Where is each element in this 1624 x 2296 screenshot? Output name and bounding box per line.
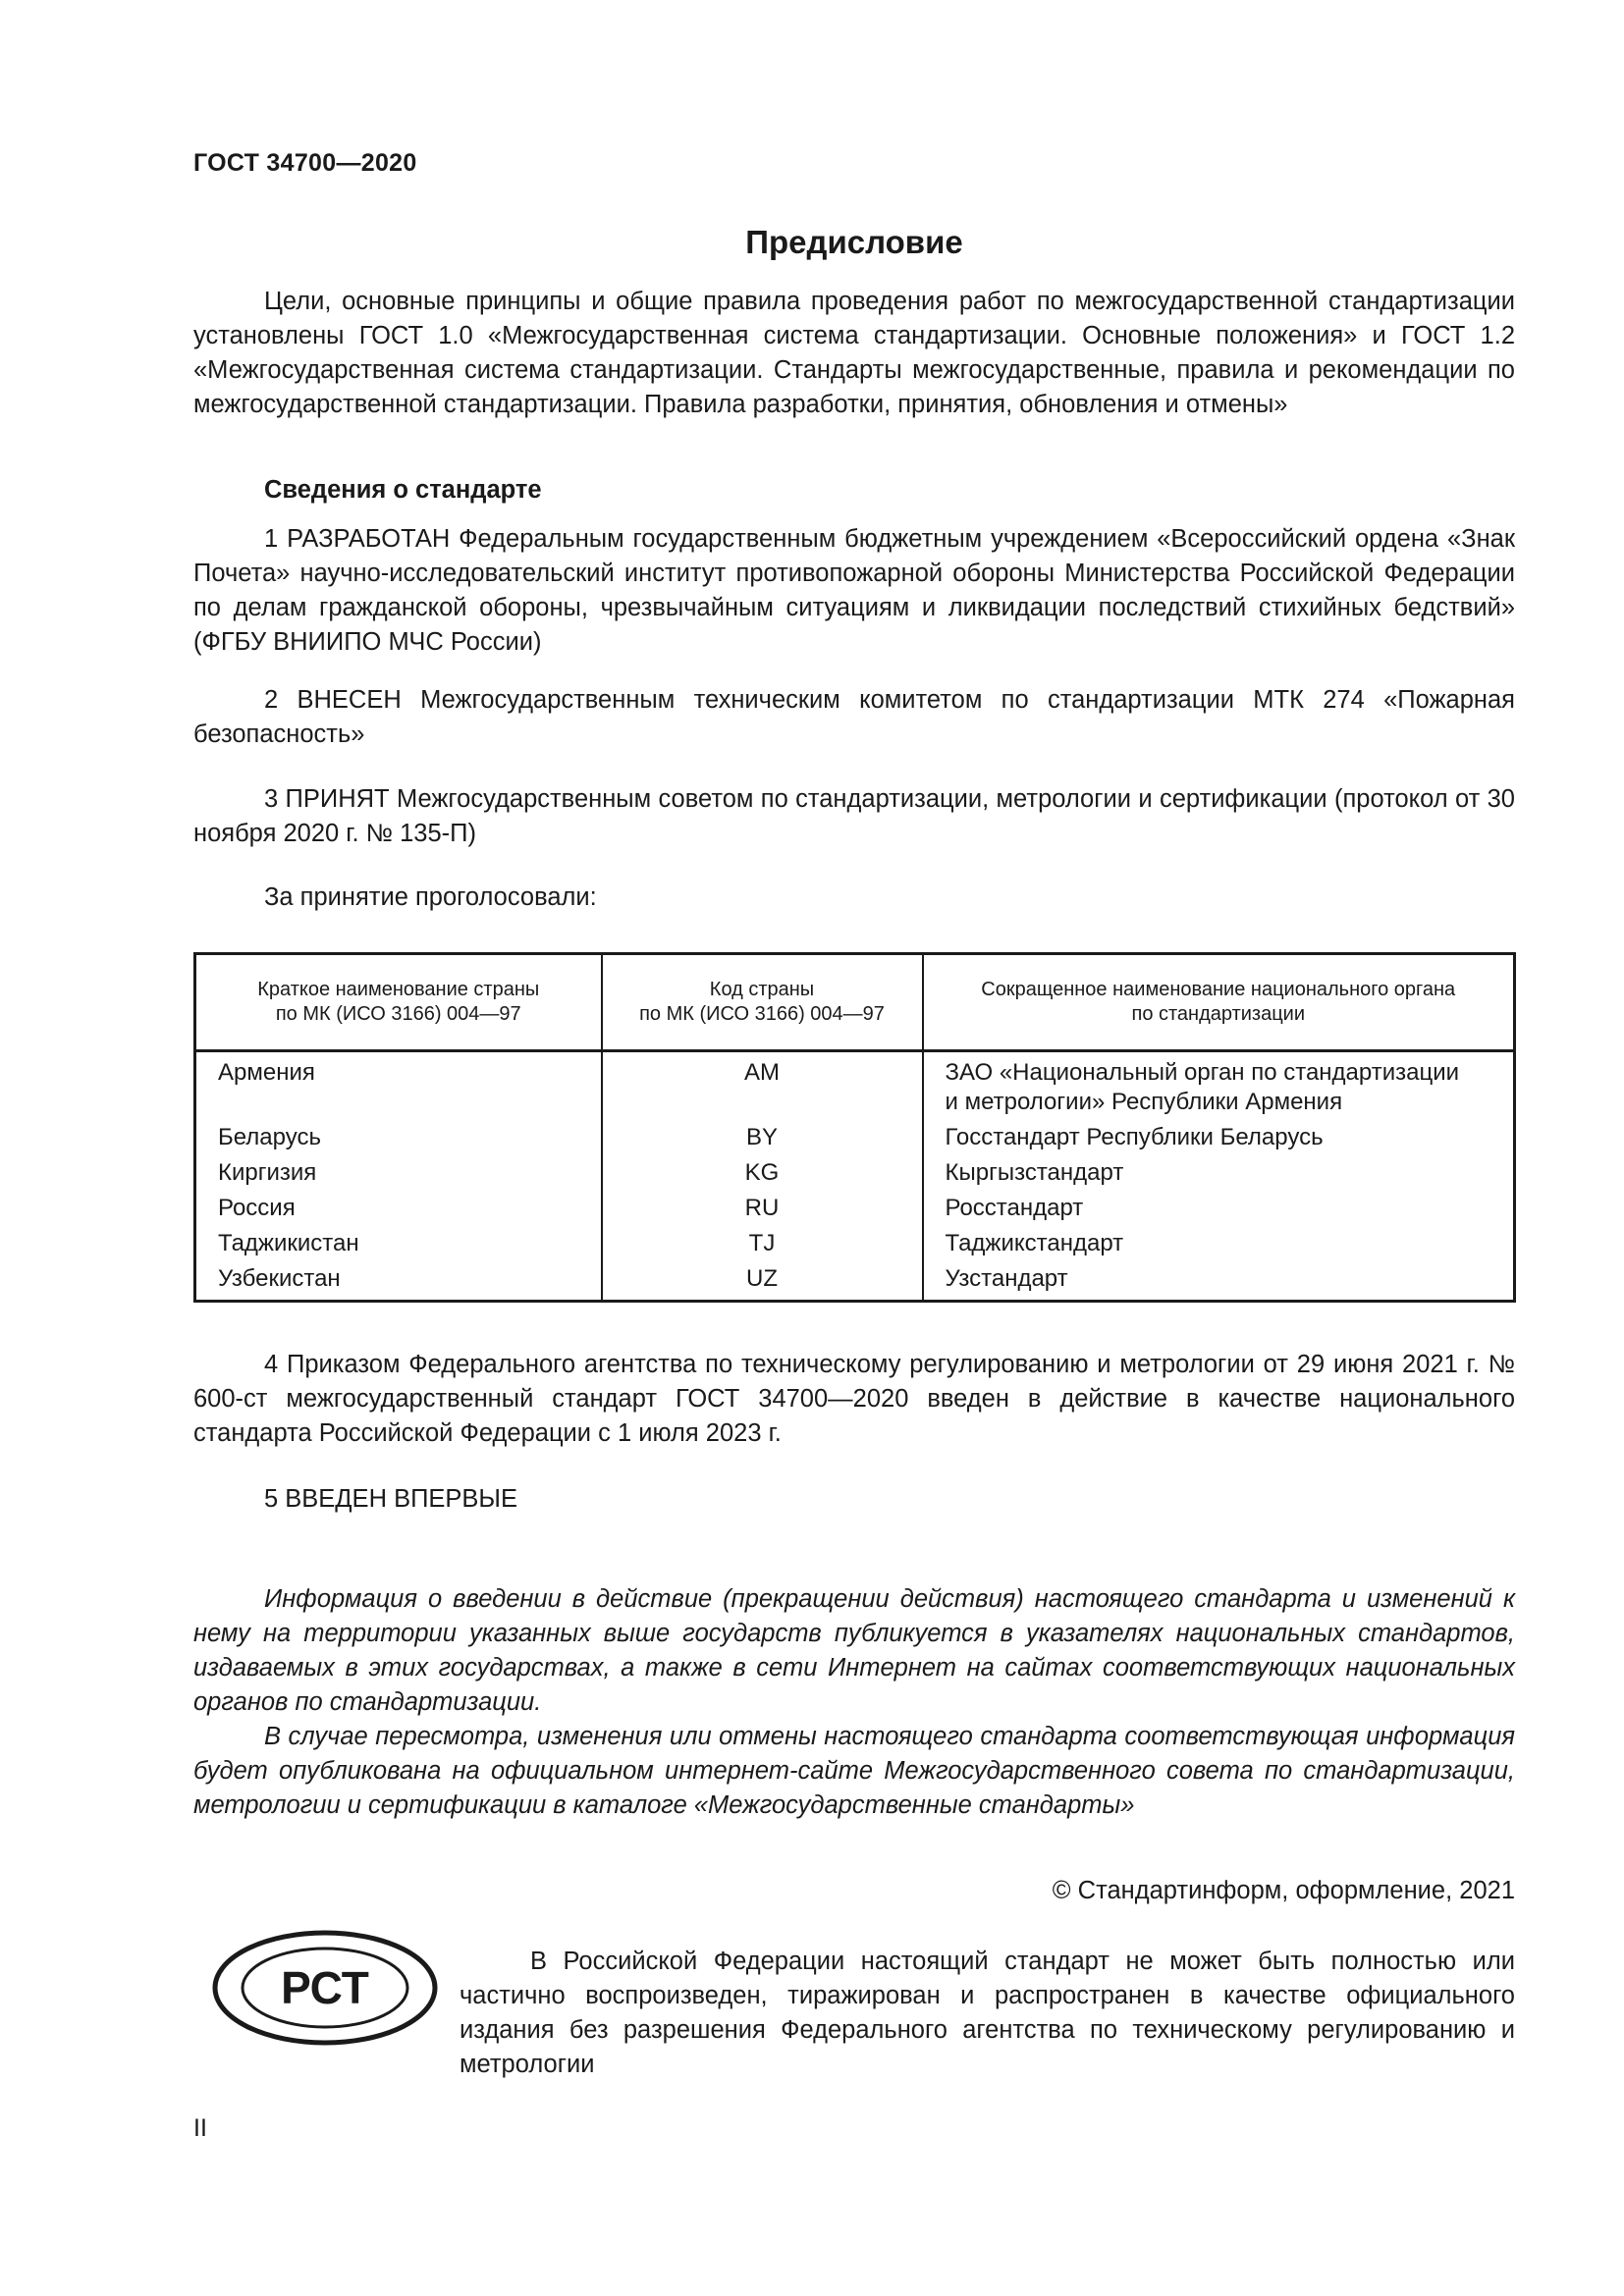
- code-cell: KG: [602, 1155, 923, 1191]
- country-cell: Беларусь: [218, 1124, 321, 1150]
- table-header-row: [195, 954, 1515, 1051]
- country-cell: Киргизия: [218, 1159, 317, 1186]
- table-row: [195, 1226, 1515, 1261]
- item-enacted: 4 Приказом Федерального агентства по техническому регулированию и метрологии от 29 июня 2021 г. № 600-ст межгосударственный стандарт ГОСТ 34700—2020 введен в действие в качестве национального стандарта Российской Федерации с 1 июля 2023 г.: [193, 1351, 1515, 1447]
- section-heading: Сведения о стандарте: [264, 476, 542, 504]
- country-cell: Армения: [218, 1059, 315, 1086]
- country-cell: Таджикистан: [218, 1230, 359, 1256]
- code-cell: TJ: [602, 1226, 923, 1261]
- page-title: Предисловие: [745, 224, 963, 260]
- table-row: [195, 1051, 1515, 1121]
- table-row: [195, 1191, 1515, 1226]
- organization-cell: Госстандарт Республики Беларусь: [923, 1120, 1515, 1155]
- item-first-introduced: 5 ВВЕДЕН ВПЕРВЫЕ: [264, 1485, 518, 1513]
- rst-certification-logo: [211, 1929, 439, 2047]
- organization-cell: Кыргызстандарт: [923, 1155, 1515, 1191]
- item-adopted: 3 ПРИНЯТ Межгосударственным советом по стандартизации, метрологии и сертификации (протокол от 30 ноября 2020 г. № 135-П): [193, 785, 1515, 847]
- item-submitted: 2 ВНЕСЕН Межгосударственным техническим комитетом по стандартизации МТК 274 «Пожарная безопасность»: [193, 686, 1515, 748]
- logo-mark: РСТ: [281, 1962, 369, 2013]
- organization-cell: Росстандарт: [923, 1191, 1515, 1226]
- code-cell: UZ: [602, 1261, 923, 1302]
- info-paragraph-1: Информация о введении в действие (прекращении действия) настоящего стандарта и изменений к нему на территории указанных выше государств публикуется в указателях национальных стандартов, издаваемых в этих государствах, а также в сети Интернет на сайтах соответствующих национальных органов по стандартизации.: [193, 1585, 1515, 1716]
- item-developed: 1 РАЗРАБОТАН Федеральным государственным бюджетным учреждением «Всероссийский ордена «Знак Почета» научно-исследовательский институт противопожарной обороны Министерства Российской Федерации по делам гражданской обороны, чрезвычайным ситуациям и ликвидации последствий стихийных бедствий» (ФГБУ ВНИИПО МЧС России): [193, 525, 1515, 656]
- code-cell: AM: [602, 1051, 923, 1121]
- page-number: II: [193, 2114, 207, 2142]
- info-paragraph-2: В случае пересмотра, изменения или отмены настоящего стандарта соответствующая информация будет опубликована на официальном интернет-сайте Межгосударственного совета по стандартизации, метрологии и сертификации в каталоге «Межгосударственные стандарты»: [193, 1723, 1515, 1819]
- document-code: ГОСТ 34700—2020: [193, 149, 417, 177]
- copyright-notice: © Стандартинформ, оформление, 2021: [1052, 1877, 1515, 1904]
- country-cell: Узбекистан: [218, 1265, 341, 1292]
- voted-label: За принятие проголосовали:: [264, 883, 597, 911]
- column-header-code: Код страны по МК (ИСО 3166) 004—97: [602, 954, 923, 1051]
- table-row: [195, 1120, 1515, 1155]
- column-header-country: Краткое наименование страны по МК (ИСО 3166) 004—97: [195, 954, 602, 1051]
- organization-cell: Таджикстандарт: [923, 1226, 1515, 1261]
- code-cell: BY: [602, 1120, 923, 1155]
- code-cell: RU: [602, 1191, 923, 1226]
- organization-cell: Узстандарт: [923, 1261, 1515, 1302]
- table-row: [195, 1261, 1515, 1302]
- country-cell: Россия: [218, 1195, 296, 1221]
- copyright-restriction: В Российской Федерации настоящий стандарт не может быть полностью или частично воспроизведен, тиражирован и распространен в качестве официального издания без разрешения Федерального агентства по техническому регулированию и метрологии: [460, 1948, 1515, 2078]
- voting-table: [193, 952, 1516, 1303]
- intro-paragraph: Цели, основные принципы и общие правила проведения работ по межгосударственной стандартизации установлены ГОСТ 1.0 «Межгосударственная система стандартизации. Основные положения» и ГОСТ 1.2 «Межгосударственная система стандартизации. Стандарты межгосударственные, правила и рекомендации по межгосударственной стандартизации. Правила разработки, принятия, обновления и отмены»: [193, 288, 1515, 418]
- table-row: [195, 1155, 1515, 1191]
- organization-cell: ЗАО «Национальный орган по стандартизации и метрологии» Республики Армения: [923, 1051, 1515, 1121]
- column-header-organization: Сокращенное наименование национального органа по стандартизации: [923, 954, 1515, 1051]
